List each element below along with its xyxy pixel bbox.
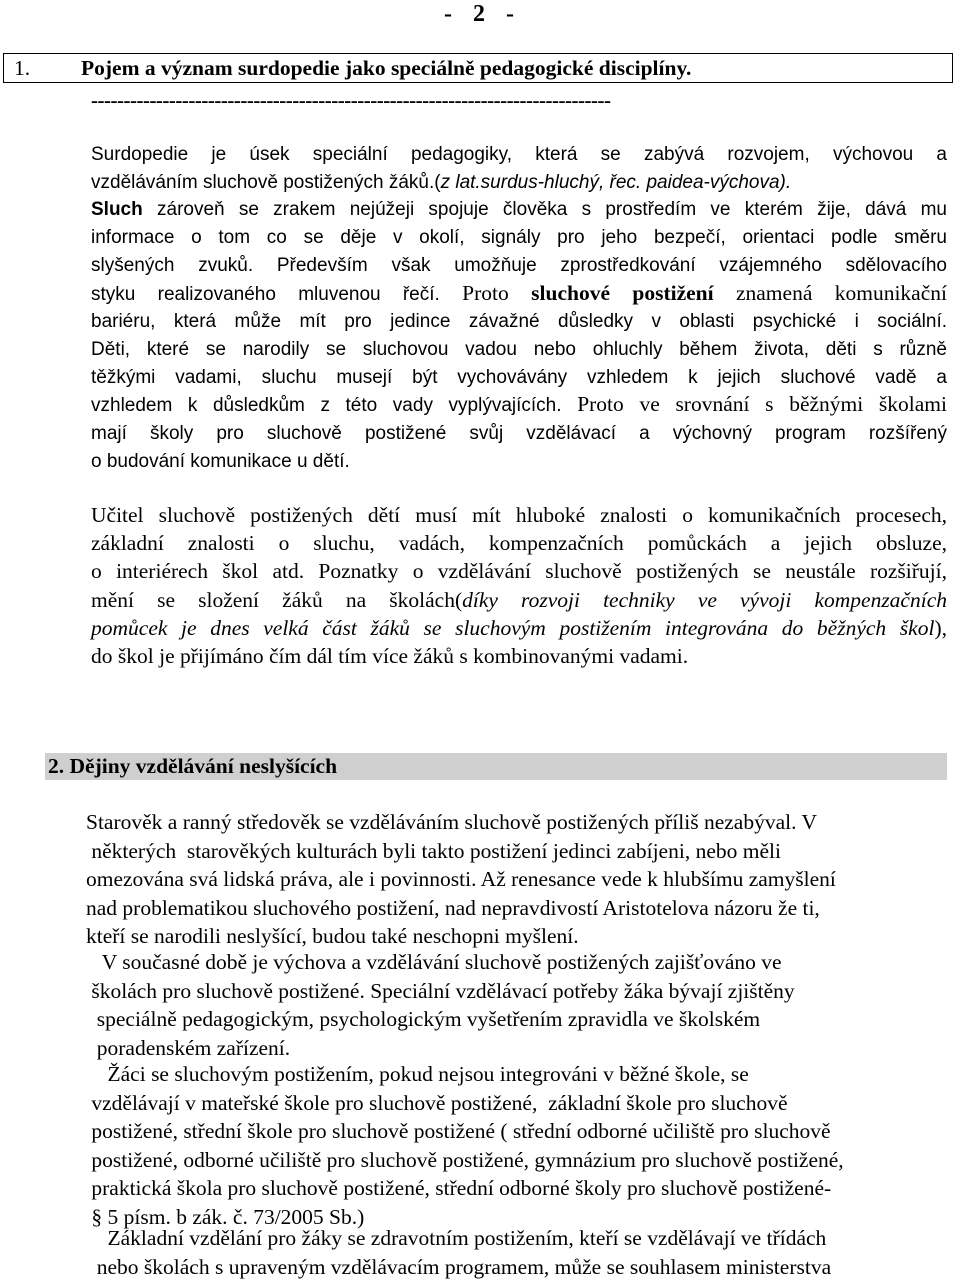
text-span: znamená komunikační: [713, 280, 947, 305]
text-line: postižené, odborné učiliště pro sluchově postižené, gymnázium pro sluchově postižené,: [86, 1147, 844, 1172]
section-1-number: 1.: [14, 56, 31, 80]
text-line: postižené, střední škole pro sluchově postižené ( střední odborné učiliště pro sluchově: [86, 1119, 831, 1143]
text-line: o budování komunikace u dětí.: [91, 450, 350, 472]
text-line: Děti, které se narodily se sluchovou vadou nebo ohluchly během života, děti s různě: [91, 338, 947, 360]
paragraph-current-education: [86, 948, 886, 1062]
text-line: vzdělávají v mateřské škole pro sluchově postižené, základní škole pro sluchově: [86, 1090, 788, 1115]
text-line: Starověk a ranný středověk se vzděláváním sluchově postižených příliš nezabýval. V: [86, 810, 817, 834]
text-line: [91, 280, 947, 309]
text-line: bariéru, která může mít pro jedince závažné důsledky v oblasti psychické i sociální.: [91, 311, 947, 333]
text-line: V současné době je výchova a vzdělávání sluchově postižených zajišťováno ve: [86, 950, 782, 974]
text-line: [91, 169, 947, 197]
text-line: Žáci se sluchovým postižením, pokud nejsou integrováni v běžné škole, se: [86, 1062, 749, 1086]
text-line: poradenském zařízení.: [86, 1035, 291, 1060]
text-span: zároveň se zrakem nejúžeji spojuje člověka s prostředím ve kterém žije, dává mu: [142, 199, 947, 221]
term-sluch: Sluch: [91, 199, 143, 221]
text-span: mění se složení žáků na školách(: [91, 587, 463, 612]
text-line: Základní vzdělání pro žáky se zdravotním postižením, kteří se vzdělávají ve třídách: [86, 1226, 827, 1250]
section-2-heading: [45, 753, 947, 780]
paragraph-teacher-knowledge: [91, 501, 947, 670]
text-line: Učitel sluchově postižených dětí musí mít hluboké znalosti o komunikačních procesech,: [91, 503, 947, 527]
text-line: [91, 391, 947, 420]
text-line: základní znalosti o sluchu, vadách, kompenzačních pomůckách a jejich obsluze,: [91, 531, 947, 556]
text-line: omezována svá lidská práva, ale i povinnosti. Až renesance vede k hlubšímu zamyšlení: [86, 867, 836, 891]
dashed-separator: --------------------------------------------------------------------------------: [91, 88, 611, 112]
text-line: [91, 196, 947, 224]
paragraph-history: [86, 808, 916, 951]
text-line: § 5 písm. b zák. č. 73/2005 Sb.): [86, 1204, 365, 1229]
text-line: speciálně pedagogickým, psychologickým vyšetřením zpravidla ve školském: [86, 1007, 761, 1031]
text-line: některých starověkých kulturách byli takto postižení jedinci zabíjeni, nebo měli: [86, 838, 781, 863]
section-1-heading: [3, 53, 953, 83]
text-span: Proto: [439, 280, 532, 305]
paragraph-basic-education: [86, 1224, 938, 1281]
text-line: do škol je přijímáno čím dál tím více žáků s kombinovanými vadami.: [91, 644, 689, 669]
text-line: těžkými vadami, sluchu musejí být vychovávány vzhledem k jejich sluchové vadě a: [91, 366, 947, 388]
text-line: kteří se narodili neslyšící, budou také neschopni myšlení.: [86, 924, 579, 948]
paragraph-surdopedie-definition: [91, 141, 947, 475]
text-line: informace o tom co se děje v okolí, signály pro jeho bezpečí, orientaci podle směru: [91, 227, 947, 249]
text-span: vzděláváním sluchově postižených žáků.(: [91, 171, 441, 193]
term-sluchove-postizeni: sluchové postižení: [531, 280, 714, 305]
section-1-title: Pojem a význam surdopedie jako speciálně pedagogické disciplíny.: [81, 56, 692, 80]
text-span: vzhledem k důsledkům z této vady vyplývajících.: [91, 395, 562, 417]
text-span: Proto ve srovnání s běžnými školami: [561, 392, 947, 417]
paragraph-school-types: [86, 1060, 938, 1231]
italic-span: díky rozvoji techniky ve vývoji kompenzačních: [462, 587, 947, 612]
etymology-italic: z lat.surdus-hluchý, řec. paidea-výchova).: [440, 171, 792, 193]
text-span: styku realizovaného mluvenou řečí.: [91, 283, 440, 305]
section-2-title: 2. Dějiny vzdělávání neslyšících: [45, 753, 337, 780]
text-line: nad problematikou sluchového postižení, nad nepravdivostí Aristotelova názoru že ti,: [86, 895, 820, 920]
page-number: - 2 -: [444, 1, 517, 27]
text-line: nebo školách s upraveným vzdělávacím programem, může se souhlasem ministerstva: [86, 1254, 832, 1279]
text-line: [91, 614, 947, 642]
text-line: o interiérech škol atd. Poznatky o vzdělávání sluchově postižených se neustále rozšiřují,: [91, 559, 947, 584]
text-line: školách pro sluchově postižené. Speciální vzdělávací potřeby žáka bývají zjištěny: [86, 978, 795, 1003]
text-line: slyšených zvuků. Především však umožňuje zprostředkování vzájemného sdělovacího: [91, 254, 947, 276]
text-span: ),: [934, 615, 947, 640]
text-line: praktická škola pro sluchově postižené, střední odborné školy pro sluchově postižené-: [86, 1176, 832, 1200]
italic-span: pomůcek je dnes velká část žáků se sluchovým postižením integrována do běžných škol: [91, 615, 935, 640]
text-line: Surdopedie je úsek speciální pedagogiky, která se zabývá rozvojem, výchovou a: [91, 144, 947, 165]
text-line: [91, 586, 947, 614]
text-line: mají školy pro sluchově postižené svůj vzdělávací a výchovný program rozšířený: [91, 423, 947, 445]
